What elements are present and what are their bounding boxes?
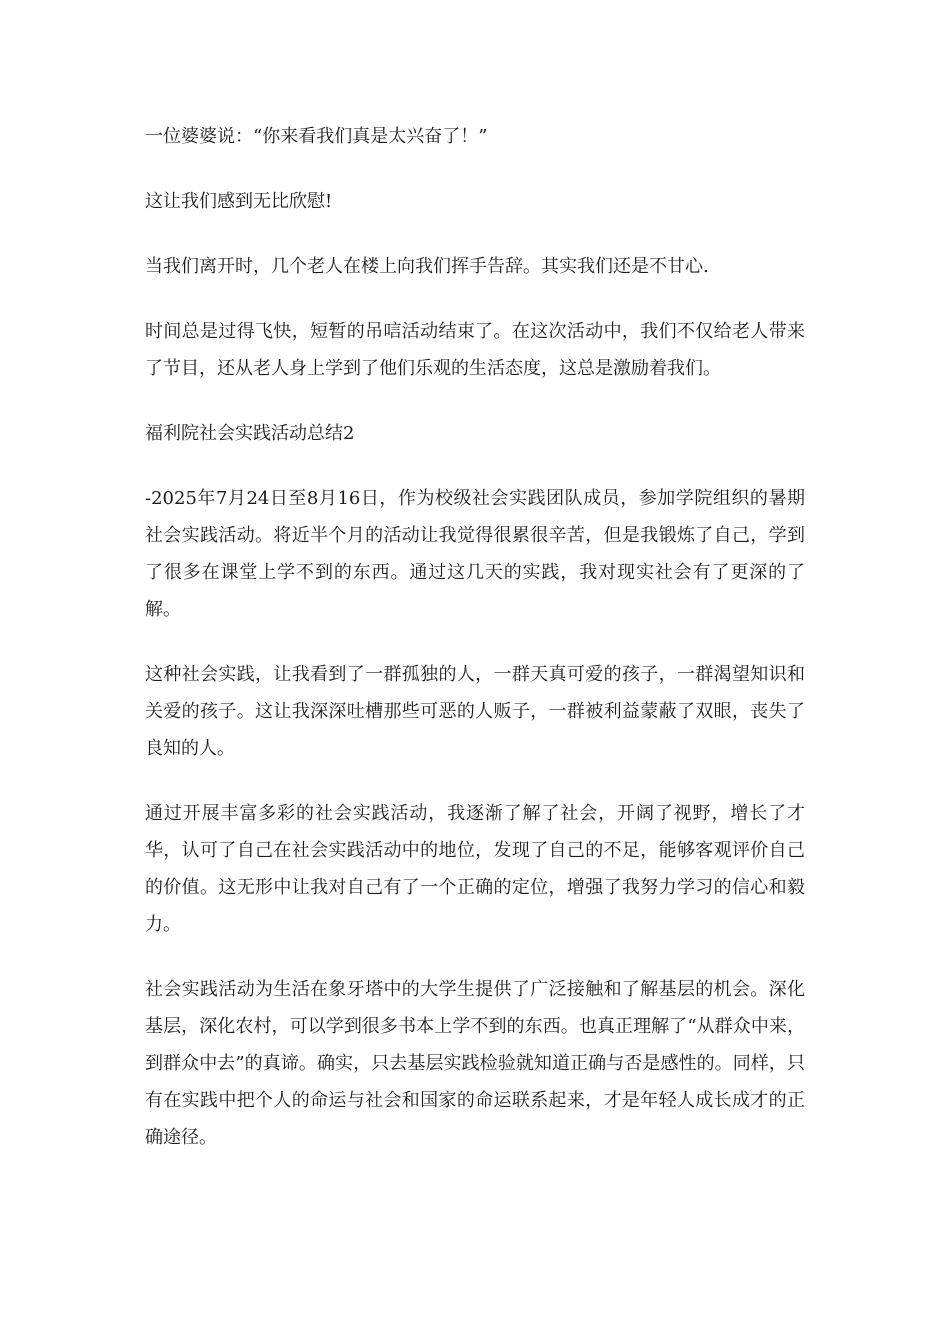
paragraph-8: 社会实践活动为生活在象牙塔中的大学生提供了广泛接触和了解基层的机会。深化基层，深化农村，可以学到很多书本上学不到的东西。也真正理解了“从群众中来，到群众中去”的真谛。确实，只去基层实践检验就知道正确与否是感性的。同样，只有在实践中把个人的命运与社会和国家的命运联系起来，才是年轻人成长成才的正确途径。 — [145, 979, 805, 1148]
paragraph-1: 一位婆婆说：“你来看我们真是太兴奋了！” — [145, 126, 488, 147]
paragraph-6: 这种社会实践，让我看到了一群孤独的人，一群天真可爱的孩子，一群渴望知识和关爱的孩子。这让我深深吐槽那些可恶的人贩子，一群被利益蒙蔽了双眼，丧失了良知的人。 — [145, 664, 805, 759]
paragraph-2: 这让我们感到无比欣慰! — [145, 191, 333, 212]
paragraph-7: 通过开展丰富多彩的社会实践活动，我逐渐了解了社会，开阔了视野，增长了才华，认可了自己在社会实践活动中的地位，发现了自己的不足，能够客观评价自己的价值。这无形中让我对自己有了一个正确的定位，增强了我努力学习的信心和毅力。 — [145, 803, 805, 935]
document-body — [145, 118, 805, 1184]
paragraph-4: 时间总是过得飞快，短暂的吊唁活动结束了。在这次活动中，我们不仅给老人带来了节目，还从老人身上学到了他们乐观的生活态度，这总是激励着我们。 — [145, 321, 805, 379]
paragraph-5: -2025年7月24日至8月16日，作为校级社会实践团队成员，参加学院组织的暑期社会实践活动。将近半个月的活动让我觉得很累很辛苦，但是我锻炼了自己，学到了很多在课堂上学不到的东西。通过这几天的实践，我对现实社会有了更深的了解。 — [145, 488, 805, 620]
section-heading: 福利院社会实践活动总结2 — [145, 423, 355, 444]
paragraph-3: 当我们离开时，几个老人在楼上向我们挥手告辞。其实我们还是不甘心. — [145, 256, 709, 277]
